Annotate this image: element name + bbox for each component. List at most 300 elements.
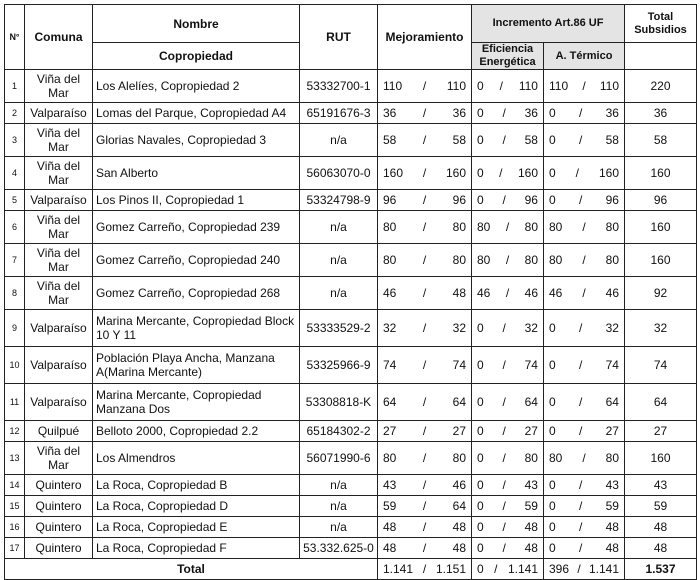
value: 80	[383, 220, 397, 234]
value: 64	[452, 499, 466, 513]
value: 80	[452, 451, 466, 465]
termico-cell	[544, 124, 625, 157]
value: 0	[477, 79, 484, 93]
eficiencia-cell	[472, 190, 544, 211]
value: 48	[605, 520, 619, 534]
value: 48	[452, 286, 466, 300]
total-cell: 220	[625, 70, 697, 103]
comuna-cell: Quilpué	[25, 421, 93, 442]
value: 0	[477, 133, 484, 147]
header-incremento: Incremento Art.86 UF	[472, 5, 625, 43]
value: 0	[549, 321, 556, 335]
value: 46	[383, 286, 397, 300]
copropiedad-cell: San Alberto	[93, 157, 300, 190]
comuna-cell: Valparaíso	[25, 190, 93, 211]
separator: /	[422, 451, 427, 465]
row-number: 13	[5, 442, 25, 475]
row-number: 1	[5, 70, 25, 103]
value: 110	[599, 79, 619, 93]
header-n: N°	[5, 5, 25, 70]
separator: /	[422, 478, 427, 492]
separator: /	[582, 286, 586, 300]
total-cell: 74	[625, 347, 697, 384]
value: 1.151	[435, 562, 466, 576]
total-cell: 64	[625, 384, 697, 421]
table-row	[5, 157, 697, 190]
comuna-cell: Viña del Mar	[25, 244, 93, 277]
separator: /	[578, 321, 583, 335]
separator: /	[502, 106, 506, 120]
value: 0	[477, 395, 484, 409]
totals-total: 1.537	[625, 559, 697, 580]
separator: /	[578, 395, 583, 409]
value: 110	[446, 79, 466, 93]
value: 96	[524, 193, 538, 207]
value: 74	[452, 358, 466, 372]
comuna-cell: Quintero	[25, 517, 93, 538]
eficiencia-cell	[472, 277, 544, 310]
value: 27	[452, 424, 466, 438]
comuna-cell: Viña del Mar	[25, 157, 93, 190]
value: 80	[383, 253, 397, 267]
table-row	[5, 347, 697, 384]
copropiedad-cell: Lomas del Parque, Copropiedad A4	[93, 103, 300, 124]
mejoramiento-cell	[378, 190, 472, 211]
copropiedad-cell: Gomez Carreño, Copropiedad 240	[93, 244, 300, 277]
comuna-cell: Quintero	[25, 496, 93, 517]
value: 64	[605, 395, 619, 409]
rut-cell: 53332700-1	[300, 70, 378, 103]
separator: /	[502, 520, 506, 534]
separator: /	[577, 562, 581, 576]
header-comuna: Comuna	[25, 5, 93, 70]
separator: /	[578, 133, 583, 147]
eficiencia-cell	[472, 442, 544, 475]
separator: /	[578, 520, 583, 534]
value: 74	[383, 358, 397, 372]
value: 80	[524, 253, 538, 267]
separator: /	[502, 193, 506, 207]
value: 0	[477, 562, 484, 576]
total-cell: 32	[625, 310, 697, 347]
value: 43	[524, 478, 538, 492]
mejoramiento-cell	[378, 517, 472, 538]
value: 48	[524, 520, 538, 534]
comuna-cell: Viña del Mar	[25, 442, 93, 475]
separator: /	[578, 424, 583, 438]
rut-cell: 53325966-9	[300, 347, 378, 384]
copropiedad-cell: Los Pinos II, Copropiedad 1	[93, 190, 300, 211]
eficiencia-cell	[472, 496, 544, 517]
value: 0	[549, 133, 556, 147]
mejoramiento-cell	[378, 347, 472, 384]
row-number: 4	[5, 157, 25, 190]
eficiencia-cell	[472, 124, 544, 157]
value: 36	[605, 106, 619, 120]
value: 46	[605, 286, 619, 300]
comuna-cell: Valparaíso	[25, 103, 93, 124]
total-cell: 92	[625, 277, 697, 310]
value: 160	[517, 166, 538, 180]
rut-cell: n/a	[300, 124, 378, 157]
termico-cell	[544, 70, 625, 103]
termico-cell	[544, 157, 625, 190]
separator: /	[582, 451, 586, 465]
table-row	[5, 496, 697, 517]
header-total: Total Subsidios	[625, 5, 697, 43]
totals-mejoramiento	[378, 559, 472, 580]
value: 80	[524, 451, 538, 465]
separator: /	[578, 499, 583, 513]
table-row	[5, 124, 697, 157]
totals-termico	[544, 559, 625, 580]
value: 0	[477, 193, 484, 207]
table-row	[5, 310, 697, 347]
value: 80	[452, 253, 466, 267]
total-cell: 48	[625, 538, 697, 559]
value: 46	[549, 286, 563, 300]
separator: /	[499, 79, 503, 93]
separator: /	[502, 451, 506, 465]
header-copropiedad: Copropiedad	[93, 43, 300, 70]
table-row	[5, 538, 697, 559]
value: 46	[477, 286, 491, 300]
comuna-cell: Viña del Mar	[25, 277, 93, 310]
separator: /	[505, 253, 510, 267]
separator: /	[582, 220, 586, 234]
copropiedad-cell: Glorias Navales, Copropiedad 3	[93, 124, 300, 157]
termico-cell	[544, 384, 625, 421]
termico-cell	[544, 211, 625, 244]
separator: /	[422, 79, 427, 93]
value: 0	[477, 424, 484, 438]
separator: /	[578, 541, 583, 555]
separator: /	[422, 133, 427, 147]
rut-cell: 65184302-2	[300, 421, 378, 442]
termico-cell	[544, 244, 625, 277]
eficiencia-cell	[472, 517, 544, 538]
table-row	[5, 103, 697, 124]
comuna-cell: Valparaíso	[25, 310, 93, 347]
rut-cell: n/a	[300, 496, 378, 517]
separator: /	[422, 166, 427, 180]
value: 59	[383, 499, 397, 513]
table-row	[5, 442, 697, 475]
value: 160	[598, 166, 619, 180]
table-row	[5, 211, 697, 244]
comuna-cell: Quintero	[25, 475, 93, 496]
value: 48	[605, 541, 619, 555]
table-row	[5, 475, 697, 496]
table-row	[5, 421, 697, 442]
table-row	[5, 384, 697, 421]
value: 96	[383, 193, 397, 207]
value: 80	[383, 451, 397, 465]
eficiencia-cell	[472, 347, 544, 384]
rut-cell: 53308818-K	[300, 384, 378, 421]
value: 36	[524, 106, 538, 120]
rut-cell: 53324798-9	[300, 190, 378, 211]
value: 80	[477, 253, 491, 267]
eficiencia-cell	[472, 384, 544, 421]
value: 80	[477, 220, 491, 234]
mejoramiento-cell	[378, 475, 472, 496]
table-body	[5, 70, 697, 559]
mejoramiento-cell	[378, 277, 472, 310]
value: 1.141	[588, 562, 619, 576]
copropiedad-cell: La Roca, Copropiedad B	[93, 475, 300, 496]
copropiedad-cell: Gomez Carreño, Copropiedad 268	[93, 277, 300, 310]
comuna-cell: Viña del Mar	[25, 124, 93, 157]
value: 0	[477, 166, 484, 180]
termico-cell	[544, 496, 625, 517]
rut-cell: n/a	[300, 244, 378, 277]
value: 80	[605, 451, 619, 465]
row-number: 6	[5, 211, 25, 244]
value: 58	[605, 133, 619, 147]
table-row	[5, 190, 697, 211]
termico-cell	[544, 538, 625, 559]
mejoramiento-cell	[378, 384, 472, 421]
mejoramiento-cell	[378, 442, 472, 475]
comuna-cell: Viña del Mar	[25, 70, 93, 103]
separator: /	[422, 193, 427, 207]
comuna-cell: Valparaíso	[25, 347, 93, 384]
value: 160	[445, 166, 466, 180]
value: 80	[605, 253, 619, 267]
value: 0	[477, 478, 484, 492]
total-cell: 48	[625, 517, 697, 538]
copropiedad-cell: La Roca, Copropiedad D	[93, 496, 300, 517]
eficiencia-cell	[472, 538, 544, 559]
separator: /	[422, 541, 427, 555]
value: 46	[524, 286, 538, 300]
row-number: 17	[5, 538, 25, 559]
header-mejoramiento: Mejoramiento	[378, 5, 472, 70]
header-nombre: Nombre	[93, 5, 300, 43]
value: 0	[549, 166, 556, 180]
separator: /	[502, 478, 506, 492]
mejoramiento-cell	[378, 211, 472, 244]
separator: /	[422, 321, 427, 335]
table-row	[5, 244, 697, 277]
table-row	[5, 517, 697, 538]
value: 96	[452, 193, 466, 207]
value: 0	[477, 321, 484, 335]
row-number: 5	[5, 190, 25, 211]
row-number: 15	[5, 496, 25, 517]
header-termico: A. Térmico	[544, 43, 625, 70]
separator: /	[422, 520, 427, 534]
value: 48	[452, 541, 466, 555]
totals-row	[5, 559, 697, 580]
separator: /	[499, 166, 503, 180]
value: 0	[477, 106, 484, 120]
eficiencia-cell	[472, 244, 544, 277]
mejoramiento-cell	[378, 103, 472, 124]
row-number: 2	[5, 103, 25, 124]
rut-cell: 53.332.625-0	[300, 538, 378, 559]
totals-eficiencia	[472, 559, 544, 580]
copropiedad-cell: Belloto 2000, Copropiedad 2.2	[93, 421, 300, 442]
value: 110	[549, 79, 569, 93]
value: 32	[383, 321, 397, 335]
value: 0	[477, 541, 484, 555]
value: 74	[605, 358, 619, 372]
row-number: 16	[5, 517, 25, 538]
termico-cell	[544, 442, 625, 475]
total-cell: 160	[625, 244, 697, 277]
separator: /	[422, 286, 427, 300]
row-number: 9	[5, 310, 25, 347]
copropiedad-cell: Los Almendros	[93, 442, 300, 475]
value: 32	[605, 321, 619, 335]
separator: /	[422, 106, 427, 120]
value: 59	[524, 499, 538, 513]
mejoramiento-cell	[378, 538, 472, 559]
separator: /	[422, 395, 427, 409]
separator: /	[502, 395, 506, 409]
copropiedad-cell: Marina Mercante, Copropiedad Block 10 Y 11	[93, 310, 300, 347]
termico-cell	[544, 347, 625, 384]
value: 1.141	[507, 562, 538, 576]
value: 396	[549, 562, 570, 576]
header-eficiencia: Eficiencia Energética	[472, 43, 544, 70]
value: 0	[477, 499, 484, 513]
header-rut: RUT	[300, 5, 378, 70]
separator: /	[422, 562, 427, 576]
value: 48	[383, 520, 397, 534]
separator: /	[422, 424, 427, 438]
table-row	[5, 70, 697, 103]
value: 80	[549, 451, 563, 465]
value: 27	[383, 424, 397, 438]
copropiedad-cell: La Roca, Copropiedad E	[93, 517, 300, 538]
value: 0	[549, 358, 556, 372]
value: 74	[524, 358, 538, 372]
copropiedad-cell: Marina Mercante, Copropiedad Manzana Dos	[93, 384, 300, 421]
value: 0	[549, 478, 556, 492]
rut-cell: n/a	[300, 517, 378, 538]
total-cell: 43	[625, 475, 697, 496]
separator: /	[502, 358, 506, 372]
copropiedad-cell: Los Alelíes, Copropiedad 2	[93, 70, 300, 103]
value: 64	[383, 395, 397, 409]
eficiencia-cell	[472, 211, 544, 244]
value: 58	[383, 133, 397, 147]
separator: /	[422, 253, 427, 267]
value: 48	[524, 541, 538, 555]
mejoramiento-cell	[378, 496, 472, 517]
value: 59	[605, 499, 619, 513]
row-number: 3	[5, 124, 25, 157]
total-cell: 59	[625, 496, 697, 517]
value: 43	[383, 478, 397, 492]
separator: /	[582, 79, 586, 93]
value: 0	[549, 499, 556, 513]
value: 0	[549, 424, 556, 438]
rut-cell: 56071990-6	[300, 442, 378, 475]
value: 64	[452, 395, 466, 409]
value: 160	[383, 166, 404, 180]
rut-cell: 53333529-2	[300, 310, 378, 347]
eficiencia-cell	[472, 421, 544, 442]
separator: /	[422, 499, 427, 513]
comuna-cell: Viña del Mar	[25, 211, 93, 244]
row-number: 14	[5, 475, 25, 496]
total-cell: 36	[625, 103, 697, 124]
eficiencia-cell	[472, 157, 544, 190]
value: 0	[477, 520, 484, 534]
mejoramiento-cell	[378, 124, 472, 157]
total-cell: 160	[625, 442, 697, 475]
total-cell: 96	[625, 190, 697, 211]
value: 48	[383, 541, 397, 555]
value: 48	[452, 520, 466, 534]
rut-cell: 56063070-0	[300, 157, 378, 190]
value: 46	[452, 478, 466, 492]
separator: /	[578, 358, 583, 372]
termico-cell	[544, 277, 625, 310]
row-number: 7	[5, 244, 25, 277]
value: 27	[524, 424, 538, 438]
rut-cell: n/a	[300, 475, 378, 496]
separator: /	[578, 193, 583, 207]
comuna-cell: Valparaíso	[25, 384, 93, 421]
eficiencia-cell	[472, 310, 544, 347]
mejoramiento-cell	[378, 157, 472, 190]
value: 0	[477, 451, 484, 465]
separator: /	[505, 220, 510, 234]
value: 80	[524, 220, 538, 234]
row-number: 11	[5, 384, 25, 421]
value: 110	[383, 79, 403, 93]
row-number: 12	[5, 421, 25, 442]
value: 80	[605, 220, 619, 234]
separator: /	[502, 424, 506, 438]
termico-cell	[544, 103, 625, 124]
row-number: 8	[5, 277, 25, 310]
eficiencia-cell	[472, 70, 544, 103]
value: 0	[549, 193, 556, 207]
mejoramiento-cell	[378, 70, 472, 103]
value: 32	[452, 321, 466, 335]
separator: /	[578, 106, 583, 120]
value: 27	[605, 424, 619, 438]
row-number: 10	[5, 347, 25, 384]
separator: /	[502, 321, 506, 335]
value: 1.141	[383, 562, 414, 576]
copropiedad-cell: Gomez Carreño, Copropiedad 239	[93, 211, 300, 244]
value: 58	[452, 133, 466, 147]
total-cell: 160	[625, 211, 697, 244]
totals-label: Total	[5, 559, 378, 580]
separator: /	[494, 562, 498, 576]
copropiedad-cell: Población Playa Ancha, Manzana A(Marina Mercante)	[93, 347, 300, 384]
mejoramiento-cell	[378, 244, 472, 277]
value: 80	[452, 220, 466, 234]
eficiencia-cell	[472, 103, 544, 124]
value: 43	[605, 478, 619, 492]
total-cell: 27	[625, 421, 697, 442]
copropiedad-cell: La Roca, Copropiedad F	[93, 538, 300, 559]
value: 0	[477, 358, 484, 372]
value: 96	[605, 193, 619, 207]
eficiencia-cell	[472, 475, 544, 496]
value: 0	[549, 541, 556, 555]
separator: /	[502, 499, 506, 513]
separator: /	[582, 253, 586, 267]
